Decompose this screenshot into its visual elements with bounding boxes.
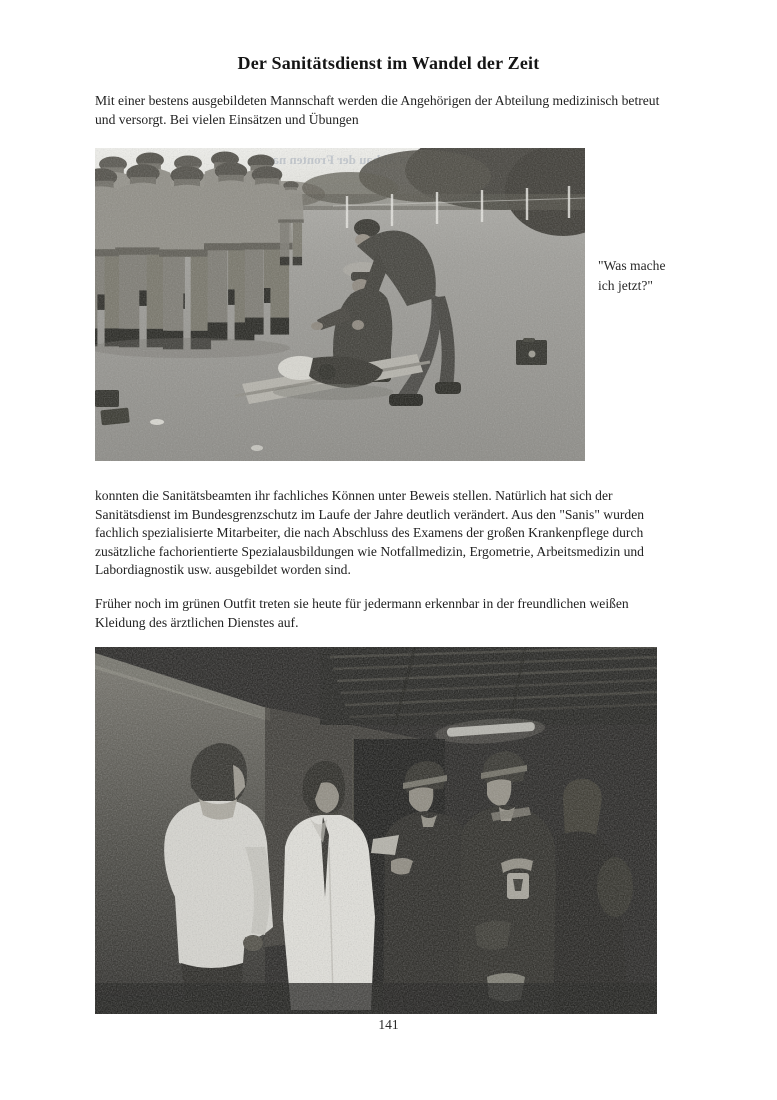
paragraph-line: konnten die Sanitätsbeamten ihr fachliches Können unter Beweis stellen. Natürlich hat sich der — [95, 488, 613, 503]
caption-line: "Was mache — [598, 258, 666, 273]
page-title: Der Sanitätsdienst im Wandel der Zeit — [237, 53, 540, 73]
page-number: 141 — [378, 1017, 399, 1032]
paragraph-line: Mit einer bestens ausgebildeten Mannschaft werden die Angehörigen der Abteilung medizinisch betreut — [95, 93, 660, 108]
film-grain-overlay — [95, 148, 585, 461]
paragraph-line: fachlich spezialisierte Mitarbeiter, die nach Abschluss des Examens der großen Krankenpflege durch — [95, 525, 644, 541]
paragraph-line: Labordiagnostik usw. ausgebildet worden sind. — [95, 562, 351, 578]
paragraph-line: und versorgt. Bei vielen Einsätzen und Übungen — [95, 111, 359, 127]
paragraph-line: Kleidung des ärztlichen Dienstes auf. — [95, 614, 299, 630]
field-exercise-photo — [95, 148, 585, 461]
photo1-caption — [598, 256, 708, 295]
paragraph-line: zusätzliche fachorientierte Spezialausbildungen wie Notfallmedizin, Ergometrie, Arbeitsmedizin und — [95, 543, 644, 559]
body-paragraph-2 — [95, 595, 695, 632]
film-grain-overlay — [95, 647, 657, 1014]
paragraph-line: Früher noch im grünen Outfit treten sie heute für jedermann erkennbar in der freundlichen weißen — [95, 596, 629, 611]
medical-service-visit-photo — [95, 647, 657, 1014]
intro-paragraph — [95, 92, 695, 129]
svg-text:in Europa und dem Abbau der Fr: der Fronten — [289, 152, 356, 167]
body-paragraph-1 — [95, 487, 695, 580]
caption-line: ich jetzt?" — [598, 277, 653, 293]
paragraph-line: Sanitätsdienst im Bundesgrenzschutz im Laufe der Jahre deutlich verändert. Aus den "Sanis" wurden — [95, 506, 645, 522]
